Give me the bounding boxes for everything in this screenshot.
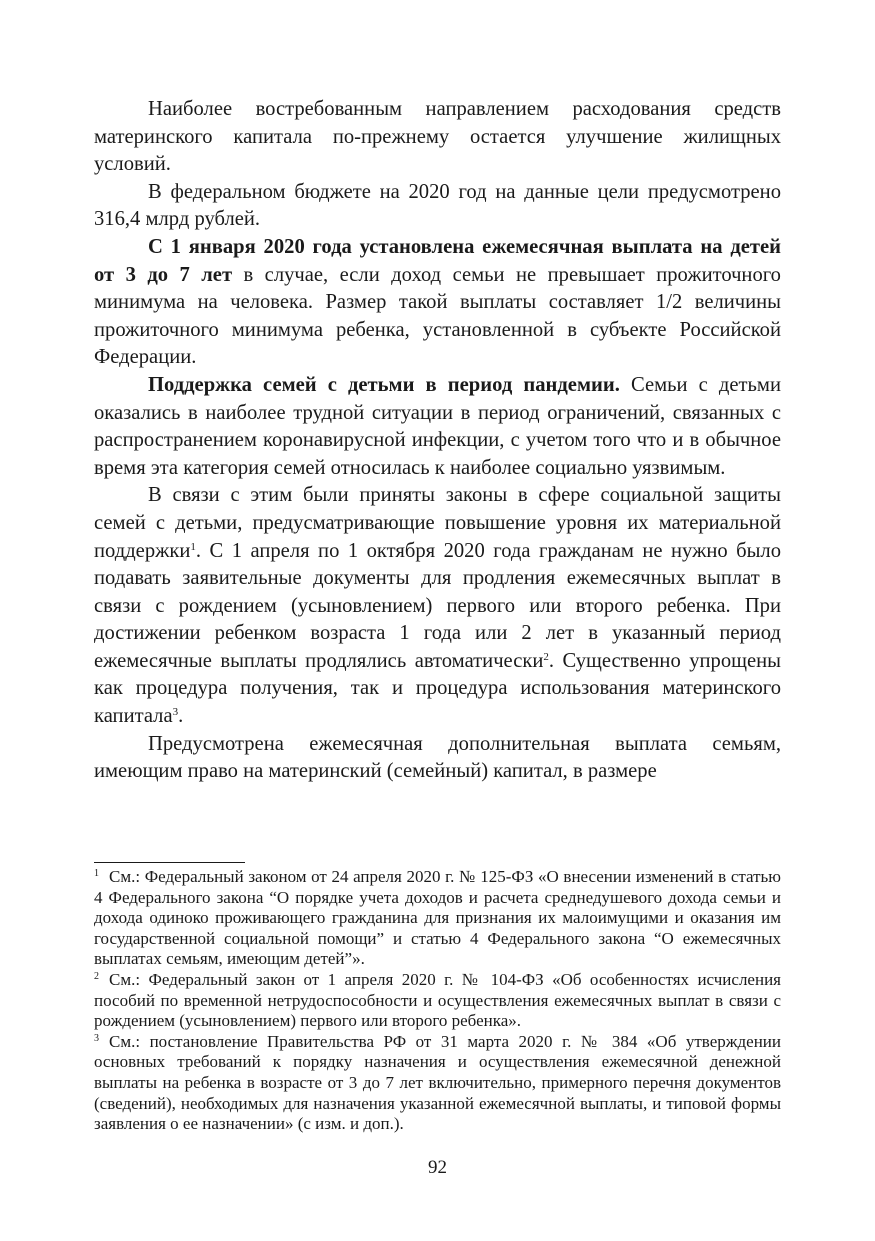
footnote-1-text: См.: Федеральный законом от 24 апреля 2020 г. № 125-ФЗ «О внесении изменений в статью 4 Федерального закона “О порядке учета доходов и расчета среднедушевого дохода семьи и дохода одиноко проживающего гражданина для признания их малоимущими и оказания им государственной социальной помощи” и статью 4 Федерального закона “О ежемесячных выплатах семьям, имеющим детей”». [94,867,781,969]
main-text [94,96,781,786]
footnote-1-number: 1 [94,868,99,879]
paragraph-5-part-a: В связи с этим были приняты законы в сфере социальной защиты семей с детьми, предусматривающие повышение уровня их материальной поддержки [94,484,781,562]
paragraph-5-part-d: . [178,705,184,728]
paragraph-3-rest: в случае, если доход семьи не превышает прожиточного минимума на человека. Размер такой выплаты составляет 1/2 величины прожиточного минимума ребенка, установленной в субъекте Российской Федерации. [94,263,781,369]
footnote-divider [94,862,245,863]
footnote-3-text: См.: постановление Правительства РФ от 31 марта 2020 г. № 384 «Об утверждении основных требований к порядку назначения и осуществления ежемесячной денежной выплаты на ребенка в возрасте от 3 до 7 лет включительно, примерного перечня документов (сведений), необходимых для назначения указанной ежемесячной выплаты, и типовой формы заявления о ее назначении» (с изм. и доп.). [94,1031,781,1134]
paragraph-5-part-b: . С 1 апреля по 1 октября 2020 года гражданам не нужно было подавать заявительные документы для продления ежемесячных выплат в связи с рождением (усыновлением) первого или второго ребенка. При достижении ребенком возраста 1 года или 2 лет в указанный период ежемесячные выплаты продлялись автоматически [94,539,781,672]
footnote-ref-2[interactable]: 2 [543,650,549,663]
footnote-2-number: 2 [94,970,99,982]
footnote-3-number: 3 [94,1032,99,1044]
footnote-2-text: См.: Федеральный закон от 1 апреля 2020 г. № 104-ФЗ «Об особенностях исчисления пособий по временной нетрудоспособности и осуществления ежемесячных выплат в связи с рождением (усыновлением) первого или второго ребенка». [94,969,781,1031]
paragraph-3-bold: С 1 января 2020 года установлена ежемесячная выплата на детей от 3 до 7 лет [94,235,781,286]
paragraph-4-rest: Семьи с детьми оказались в наиболее трудной ситуации в период ограничений, связанных с распространением коронавирусной инфекции, с учетом того что и в обычное время эта категория семей относилась к наиболее социально уязвимым. [94,373,781,479]
footnotes [94,867,781,1135]
paragraph-6: Предусмотрена ежемесячная дополнительная выплата семьям, имеющим право на материнский (семейный) капитал, в размере [94,732,781,783]
footnote-ref-3[interactable]: 3 [172,706,179,719]
paragraph-4 [94,372,781,482]
page-number: 92 [428,1157,447,1178]
paragraph-3 [94,234,781,372]
footnote-1 [94,867,781,970]
paragraph-5 [94,482,781,730]
paragraph-1: Наиболее востребованным направлением расходования средств материнского капитала по-прежнему остается улучшение жилищных условий. [94,98,781,176]
paragraph-4-bold: Поддержка семей с детьми в период пандемии. [148,373,620,396]
paragraph-2: В федеральном бюджете на 2020 год на данные цели предусмотрено 316,4 млрд рублей. [94,180,781,231]
footnote-3 [94,1032,781,1135]
footnote-2 [94,970,781,1032]
footnote-ref-1[interactable]: 1 [190,540,196,553]
paragraph-5-part-c: . Существенно упрощены как процедура получения, так и процедура использования материнского капитала [94,649,781,728]
